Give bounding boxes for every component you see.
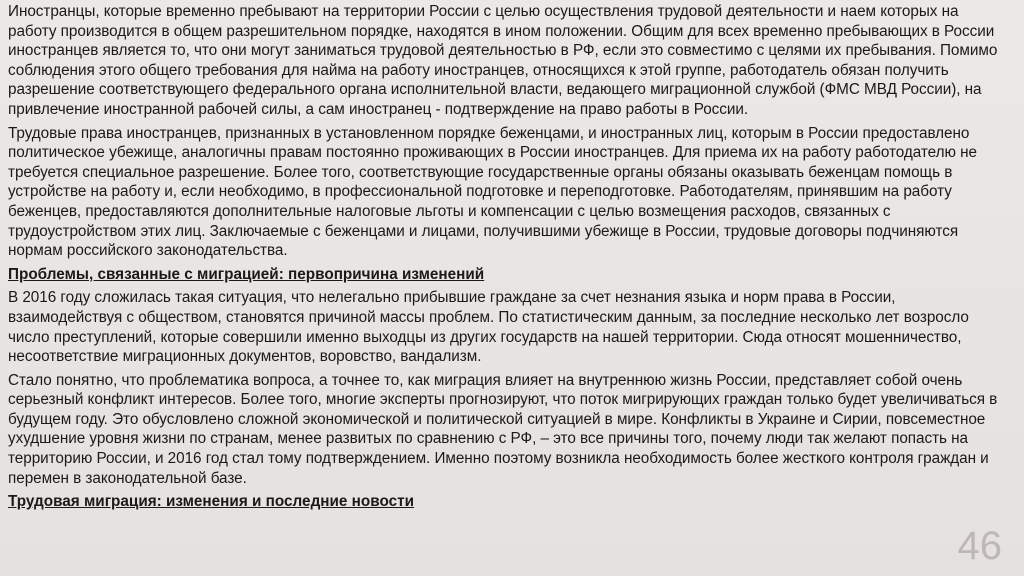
paragraph-2016-situation: В 2016 году сложилась такая ситуация, что нелегально прибывшие граждане за счет незнания языка и норм права в России, взаимодействуя с обществом, становятся причиной массы проблем. По статистическим данным, за последние несколько лет возросло число преступлений, которые совершили именно выходцы из других государств на нашей территории. Сюда относят мошенничество, несоответствие миграционных документов, воровство, вандализм.	[8, 289, 969, 366]
page-number: 46	[957, 524, 1002, 568]
paragraph-foreign-workers: Иностранцы, которые временно пребывают на территории России с целью осуществления трудовой деятельности и наем которых на работу производится в общем разрешительном порядке, находятся в ином положении. Общим для всех временно пребывающих в России иностранцев является то, что они могут заниматься трудовой деятельностью в РФ, если это совместимо с целями их пребывания. Помимо соблюдения этого общего требования для найма на работу иностранцев, относящихся к этой группе, работодатель обязан получить разрешение соответствующего федерального органа исполнительной власти, ведающего миграционной службой (ФМС МВД России), на привлечение иностранной рабочей силы, а сам иностранец - подтверждение на право работы в России.	[8, 3, 998, 118]
paragraph-conflict-of-interests: Стало понятно, что проблематика вопроса, а точнее то, как миграция влияет на внутреннюю жизнь России, представляет собой очень серьезный конфликт интересов. Более того, многие эксперты прогнозируют, что поток мигрирующих граждан только будет увеличиваться в будущем году. Это обусловлено сложной экономической и политической ситуацией в мире. Конфликты в Украине и Сирии, повсеместное ухудшение уровня жизни по странам, менее развитых по сравнению с РФ, – это все причины того, почему люди так желают попасть на территорию России, и 2016 год стал тому подтверждением. Именно поэтому возникла необходимость более жесткого контроля граждан и перемен в законодательной базе.	[8, 371, 998, 487]
section-heading-migration-problems: Проблемы, связанные с миграцией: первопричина изменений	[8, 265, 485, 283]
paragraph-refugees-rights: Трудовые права иностранцев, признанных в установленном порядке беженцами, и иностранных лиц, которым в России предоставлено политическое убежище, аналогичны правам постоянно проживающих в России иностранцев. Для приема их на работу работодателю не требуется специальное разрешение. Более того, соответствующие государственные органы обязаны оказывать беженцам помощь в устройстве на работу и, если необходимо, в профессиональной подготовке и переподготовке. Работодателям, принявшим на работу беженцев, предоставляются дополнительные налоговые льготы и компенсации с целью возмещения расходов, связанных с трудоустройством этих лиц. Заключаемые с беженцами и лицами, получившими убежище в России, трудовые договоры подчиняются нормам российского законодательства.	[8, 124, 977, 260]
slide-content	[8, 2, 1008, 516]
section-heading-labor-migration: Трудовая миграция: изменения и последние новости	[8, 493, 415, 511]
